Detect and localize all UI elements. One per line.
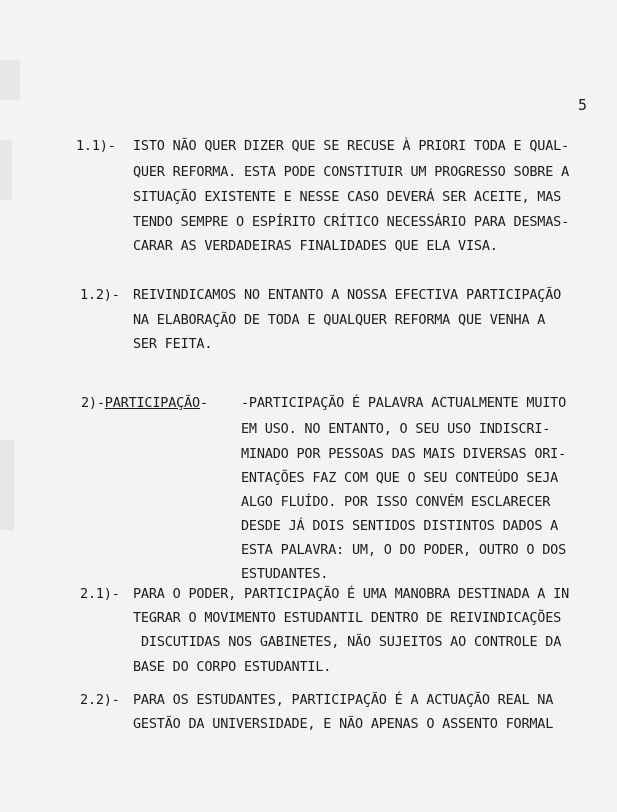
paragraph-line: PARA OS ESTUDANTES, PARTICIPAÇÃO É A ACTUAÇÃO REAL NA — [133, 692, 554, 708]
paragraph-line: REIVINDICAMOS NO ENTANTO A NOSSA EFECTIVA PARTICIPAÇÃO — [133, 287, 562, 303]
page-number: 5 — [578, 96, 588, 114]
paragraph-line: ALGO FLUÍDO. POR ISSO CONVÉM ESCLARECER — [241, 494, 551, 510]
section-2-1-number: 2.1)- — [80, 586, 120, 602]
paragraph-line: QUER REFORMA. ESTA PODE CONSTITUIR UM PROGRESSO SOBRE A — [133, 164, 570, 180]
paragraph-line: CARAR AS VERDADEIRAS FINALIDADES QUE ELA VISA. — [133, 238, 498, 254]
paragraph-line: ENTAÇÕES FAZ COM QUE O SEU CONTEÚDO SEJA — [241, 470, 559, 486]
heading-dash: - — [199, 395, 208, 411]
paragraph-line: SER FEITA. — [133, 336, 213, 352]
paragraph-line: PARA O PODER, PARTICIPAÇÃO É UMA MANOBRA DESTINADA A IN — [133, 586, 570, 602]
section-2-heading — [81, 395, 208, 411]
paragraph-line: TEGRAR O MOVIMENTO ESTUDANTIL DENTRO DE REIVINDICAÇÕES — [133, 610, 562, 626]
paragraph-line: SITUAÇÃO EXISTENTE E NESSE CASO DEVERÁ SER ACEITE, MAS — [133, 189, 562, 205]
paragraph-line: DESDE JÁ DOIS SENTIDOS DISTINTOS DADOS A — [241, 518, 559, 534]
paragraph-line: DISCUTIDAS NOS GABINETES, NÃO SUJEITOS AO CONTROLE DA — [141, 634, 562, 650]
section-2-number: 2)- — [81, 395, 105, 411]
paragraph-line: BASE DO CORPO ESTUDANTIL. — [133, 659, 332, 675]
paragraph-line: EM USO. NO ENTANTO, O SEU USO INDISCRI- — [241, 421, 551, 437]
scan-smudge — [0, 440, 14, 530]
paragraph-line: TENDO SEMPRE O ESPÍRITO CRÍTICO NECESSÁRIO PARA DESMAS- — [133, 214, 570, 230]
section-2-title: PARTICIPAÇÃO — [104, 395, 200, 411]
scan-smudge — [0, 60, 20, 100]
scan-smudge — [0, 140, 12, 200]
paragraph-line: GESTÃO DA UNIVERSIDADE, E NÃO APENAS O ASSENTO FORMAL — [133, 716, 554, 732]
paragraph-line: ISTO NÃO QUER DIZER QUE SE RECUSE À PRIORI TODA E QUAL- — [133, 138, 570, 154]
paragraph-line: ESTA PALAVRA: UM, O DO PODER, OUTRO O DOS — [241, 542, 567, 558]
paragraph-line: MINADO POR PESSOAS DAS MAIS DIVERSAS ORI- — [241, 446, 567, 462]
section-1-2-number: 1.2)- — [80, 287, 120, 303]
section-1-1-number: 1.1)- — [76, 138, 116, 154]
paragraph-line: NA ELABORAÇÃO DE TODA E QUALQUER REFORMA QUE VENHA A — [133, 312, 546, 328]
paragraph-line: ESTUDANTES. — [241, 566, 329, 582]
paragraph-line: -PARTICIPAÇÃO É PALAVRA ACTUALMENTE MUITO — [241, 395, 567, 411]
section-2-2-number: 2.2)- — [80, 692, 120, 708]
